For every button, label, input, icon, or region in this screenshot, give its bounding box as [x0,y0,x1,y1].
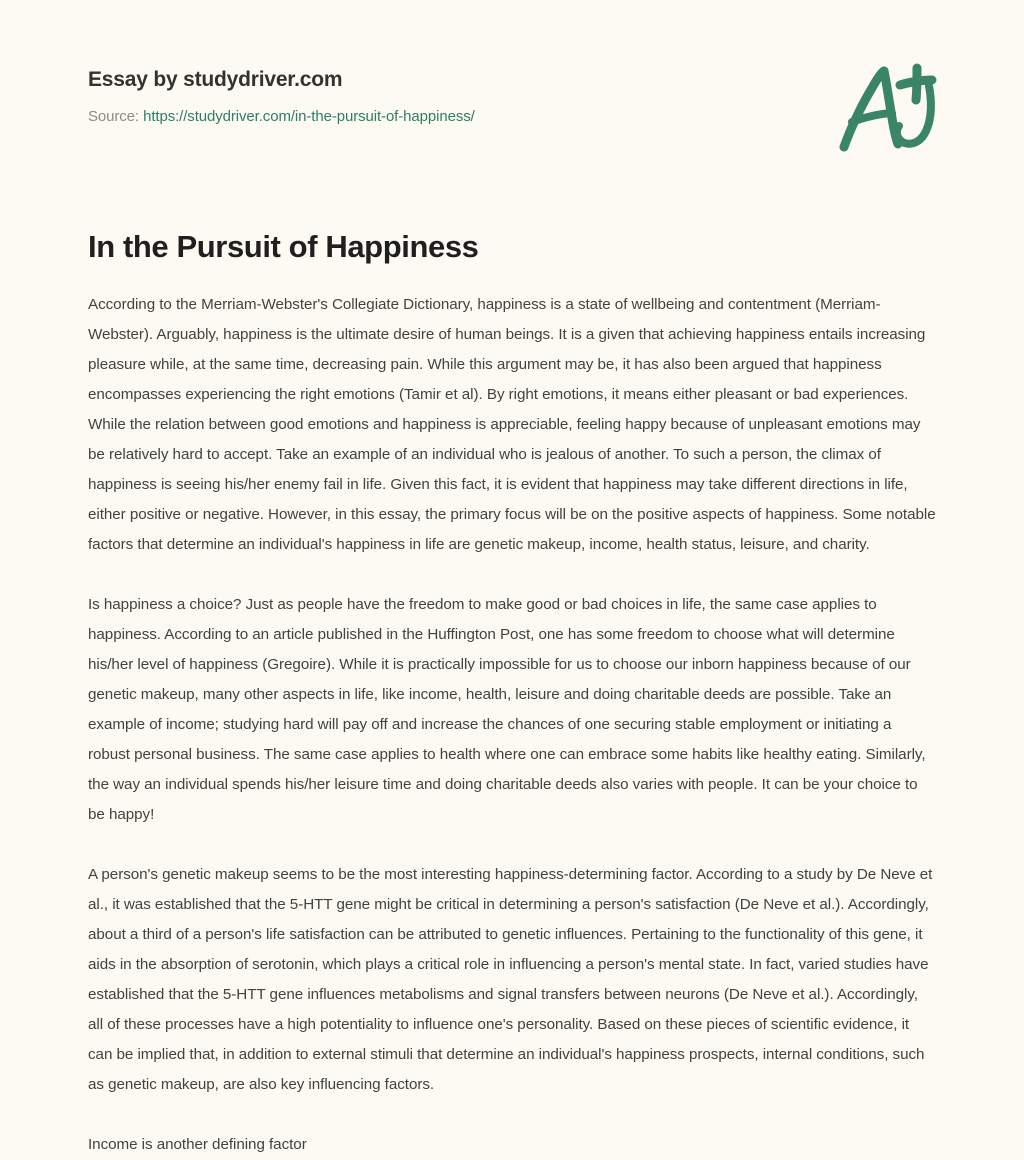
paragraph: Is happiness a choice? Just as people have the freedom to make good or bad choices in life, the same case applies to happiness. According to an article published in the Huffington Post, one has some freedom to choose what will determine his/her level of happiness (Gregoire). While it is practically impossible for us to choose our inborn happiness because of our genetic makeup, many other aspects in life, like income, health, leisure and doing charitable deeds are possible. Take an example of income; studying hard will pay off and increase the chances of one securing stable employment or initiating a robust personal business. The same case applies to health where one can embrace some habits like healthy eating. Similarly, the way an individual spends his/her leisure time and doing charitable deeds also varies with people. It can be your choice to be happy! [88,596,926,823]
brand-title: Essay by studydriver.com [88,68,343,91]
paragraph: A person's genetic makeup seems to be the most interesting happiness-determining factor. According to a study by De Neve et al., it was established that the 5-HTT gene might be critical in determining a person's satisfaction (De Neve et al.). Accordingly, about a third of a person's life satisfaction can be attributed to genetic influences. Pertaining to the functionality of this gene, it aids in the absorption of serotonin, which plays a critical role in influencing a person's mental state. In fact, varied studies have established that the 5-HTT gene influences metabolisms and signal transfers between neurons (De Neve et al.). Accordingly, all of these processes have a high potentiality to influence one's personality. Based on these pieces of scientific evidence, it can be implied that, in addition to external stimuli that determine an individual's happiness prospects, internal conditions, such as genetic makeup, are also key influencing factors. [88,866,933,1093]
source-label: Source: [88,108,139,125]
paragraph: According to the Merriam-Webster's Collegiate Dictionary, happiness is a state of wellbeing and contentment (Merriam-Webster). Arguably, happiness is the ultimate desire of human beings. It is a given that achieving happiness entails increasing pleasure while, at the same time, decreasing pain. While this argument may be, it has also been argued that happiness encompasses experiencing the right emotions (Tamir et al). By right emotions, it means either pleasant or bad experiences. While the relation between good emotions and happiness is appreciable, feeling happy because of unpleasant emotions may be relatively hard to accept. Take an example of an individual who is jealous of another. To such a person, the climax of happiness is seeing his/her enemy fail in life. Given this fact, it is evident that happiness may take different directions in life, either positive or negative. However, in this essay, the primary focus will be on the positive aspects of happiness. Some notable factors that determine an individual's happiness in life are genetic makeup, income, health status, leisure, and charity. [88,296,936,553]
paragraph: Income is another defining factor [88,1136,307,1153]
page-header [88,0,936,127]
article-body [88,266,936,1160]
page-title: In the Pursuit of Happiness [88,229,479,264]
source-line [88,107,936,127]
source-url-link[interactable]: https://studydriver.com/in-the-pursuit-of-happiness/ [143,108,475,125]
